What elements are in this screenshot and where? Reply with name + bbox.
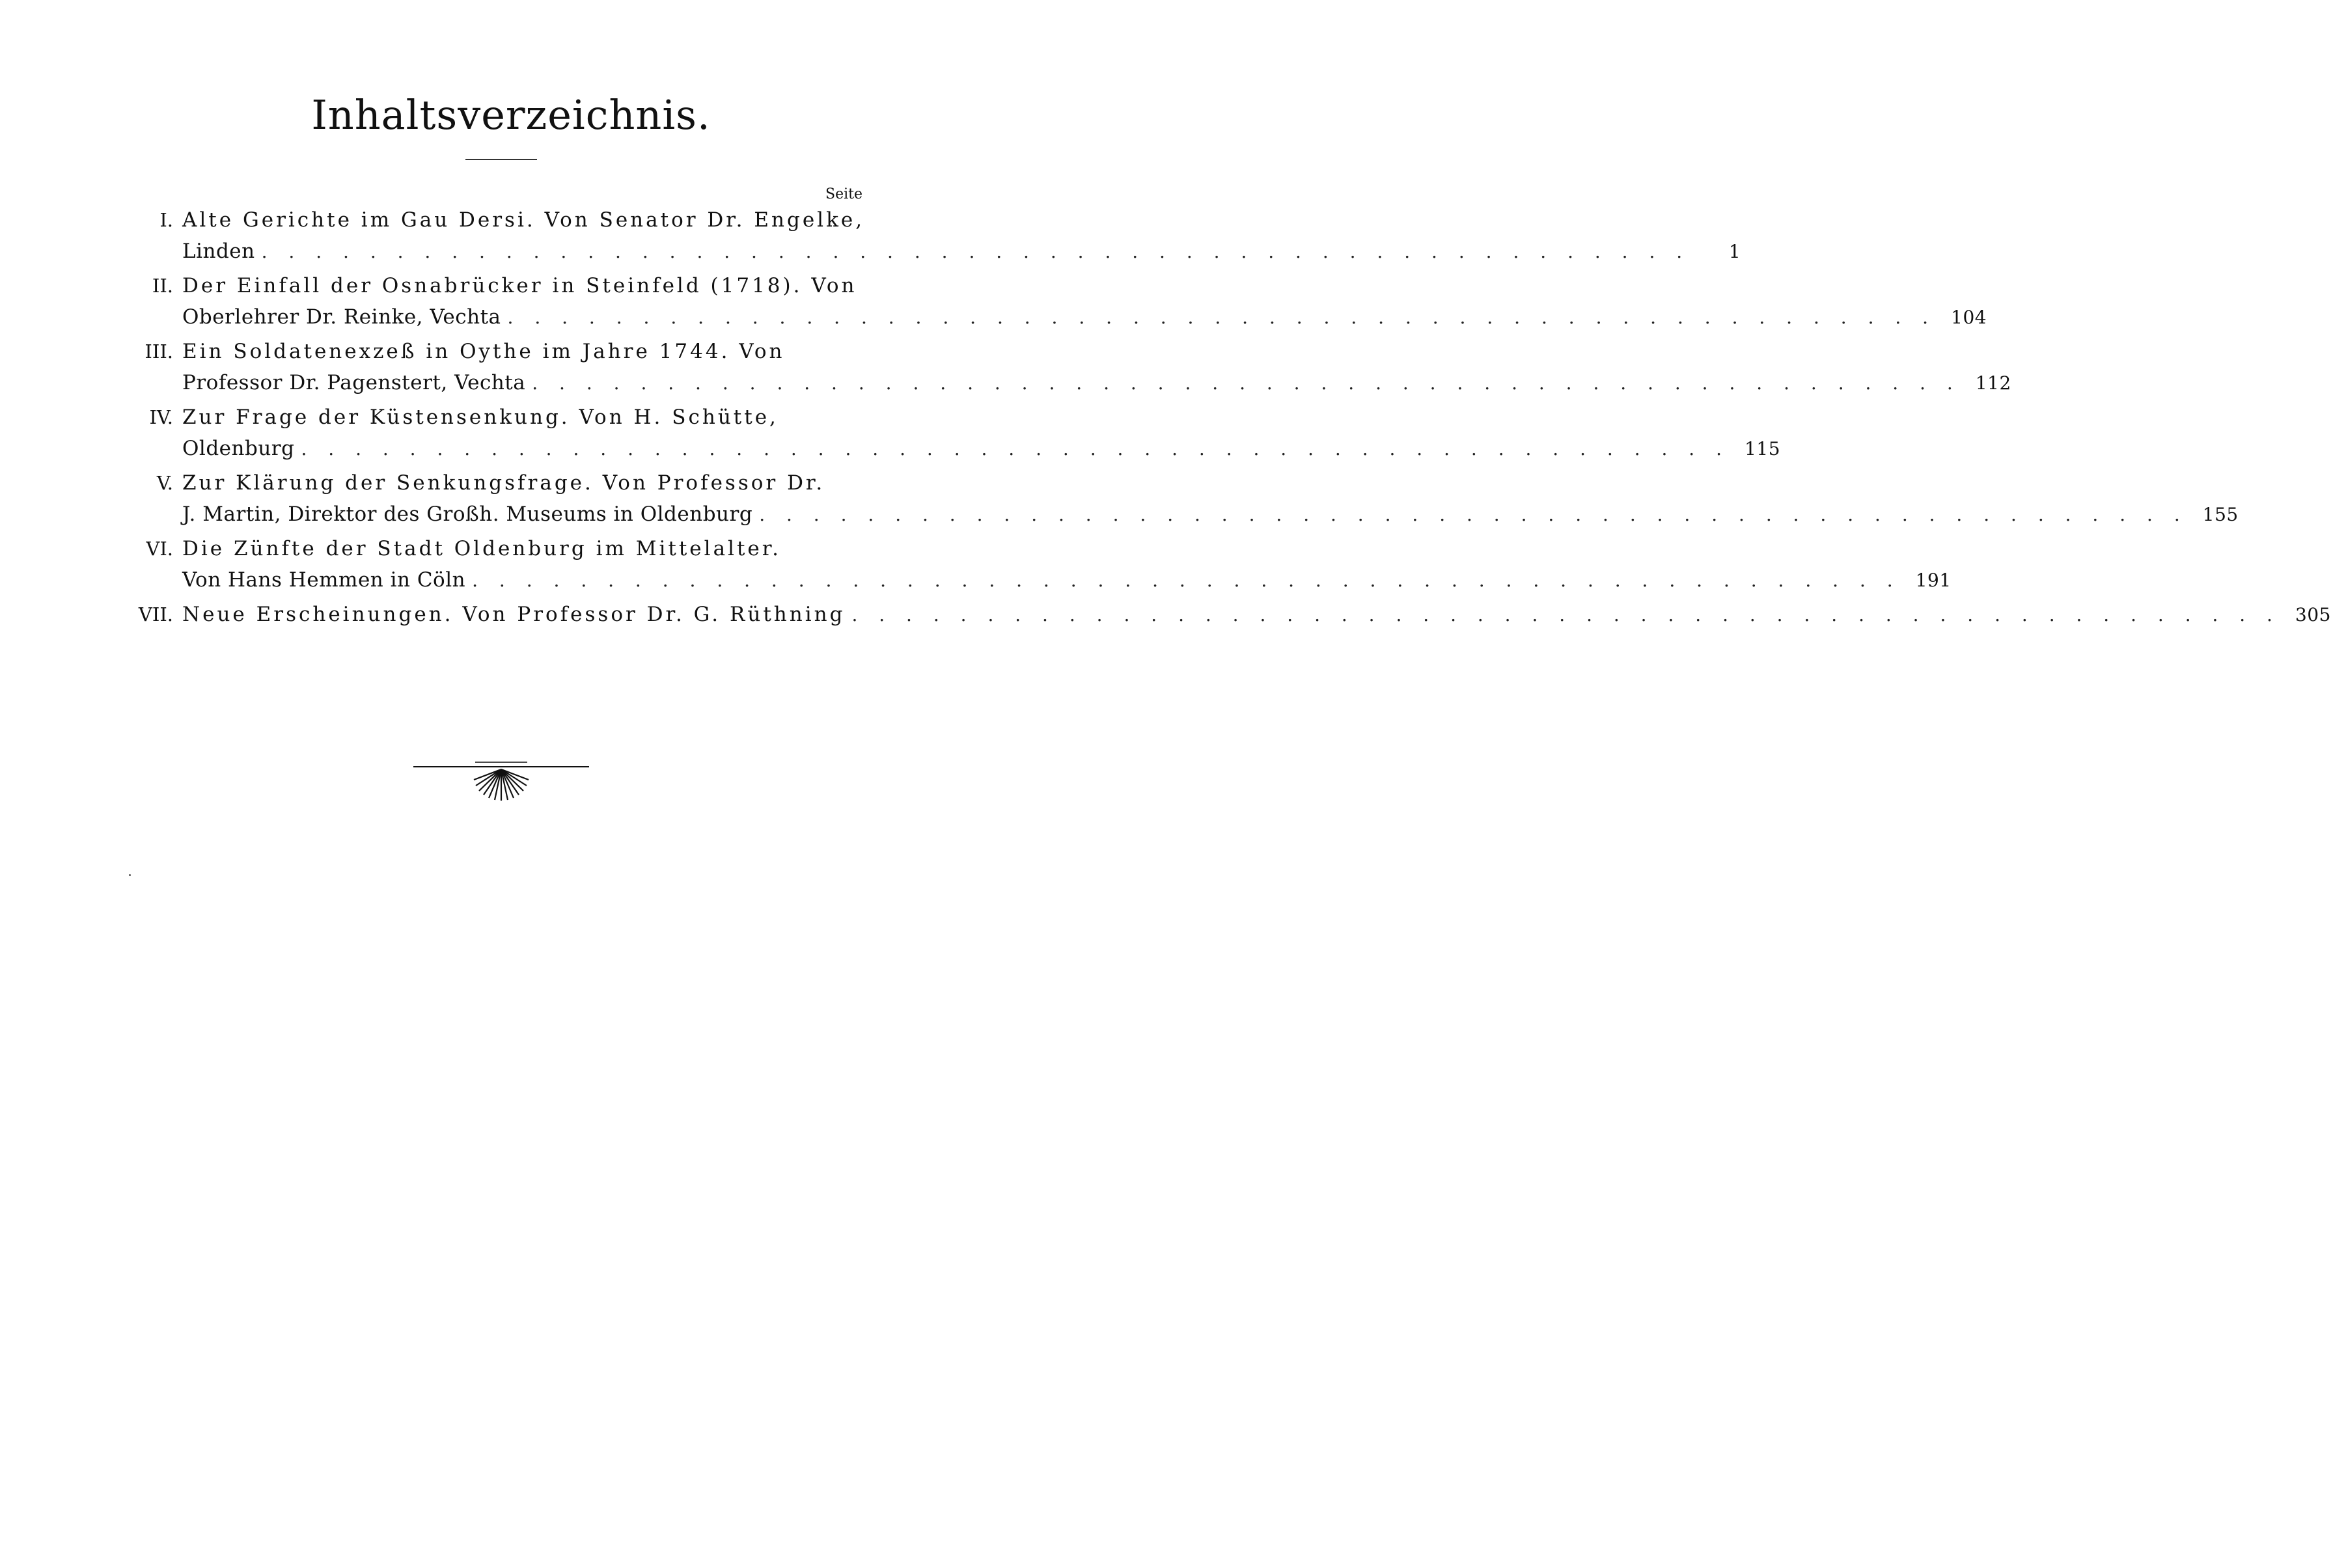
- toc-entry: [111, 204, 1741, 268]
- entry-number: III.: [145, 340, 173, 363]
- entry-title: Alte Gerichte im Gau Dersi. Von Senator Dr. Engelke,: [182, 208, 865, 232]
- table-of-contents: [111, 204, 2331, 633]
- entry-number: V.: [156, 472, 173, 494]
- print-speck: [129, 874, 131, 876]
- entry-title-continued: Oldenburg: [182, 437, 295, 460]
- dot-leader: [508, 302, 1937, 333]
- entry-title: Zur Klärung der Senkungsfrage. Von Professor Dr.: [182, 471, 825, 495]
- dot-leader: [301, 433, 1730, 465]
- dot-leader: [759, 499, 2188, 530]
- entry-title: Zur Frage der Küstensenkung. Von H. Schütte,: [182, 406, 779, 429]
- entry-title-continued: Von Hans Hemmen in Cöln: [182, 568, 466, 592]
- entry-title-continued: Oberlehrer Dr. Reinke, Vechta: [182, 305, 501, 329]
- entry-number: VII.: [138, 603, 173, 626]
- entry-page-number: 1: [1728, 241, 1741, 262]
- entry-page-number: 191: [1915, 570, 1952, 591]
- title-divider: [465, 159, 537, 160]
- entry-number: VI.: [146, 538, 173, 560]
- page-title: Inhaltsverzeichnis.: [311, 91, 711, 139]
- page-column-label: Seite: [825, 186, 862, 202]
- entry-title: Der Einfall der Osnabrücker in Steinfeld (1718). Von: [182, 274, 857, 297]
- dot-leader: [851, 599, 2280, 631]
- entry-title: Ein Soldatenexzeß in Oythe im Jahre 1744. Von: [182, 340, 785, 363]
- entry-title-continued: Professor Dr. Pagenstert, Vechta: [182, 371, 526, 394]
- dot-leader: [262, 236, 1690, 268]
- entry-title: Die Zünfte der Stadt Oldenburg im Mittelalter.: [182, 537, 782, 560]
- entry-number: II.: [152, 275, 173, 297]
- entry-title-continued: J. Martin, Direktor des Großh. Museums in Oldenburg: [182, 502, 753, 526]
- entry-page-number: 104: [1951, 307, 1987, 328]
- toc-entry: [111, 402, 1781, 465]
- dot-leader: [532, 368, 1961, 399]
- entry-title-continued: Linden: [182, 240, 255, 263]
- entry-page-number: 305: [2295, 604, 2331, 626]
- toc-entry: [111, 467, 2239, 530]
- dot-leader: [472, 565, 1901, 596]
- entry-number: IV.: [149, 406, 173, 428]
- toc-entry: [111, 270, 1987, 333]
- toc-entry: [111, 533, 1952, 596]
- entry-page-number: 155: [2202, 504, 2239, 525]
- entry-title: Neue Erscheinungen. Von Professor Dr. G. Rüthning: [182, 603, 846, 626]
- toc-entry: [111, 599, 2331, 631]
- toc-entry: [111, 336, 2011, 399]
- decorative-sunburst-ornament: [413, 755, 589, 807]
- entry-number: I.: [159, 209, 173, 231]
- entry-page-number: 115: [1745, 438, 1781, 460]
- entry-page-number: 112: [1975, 372, 2011, 394]
